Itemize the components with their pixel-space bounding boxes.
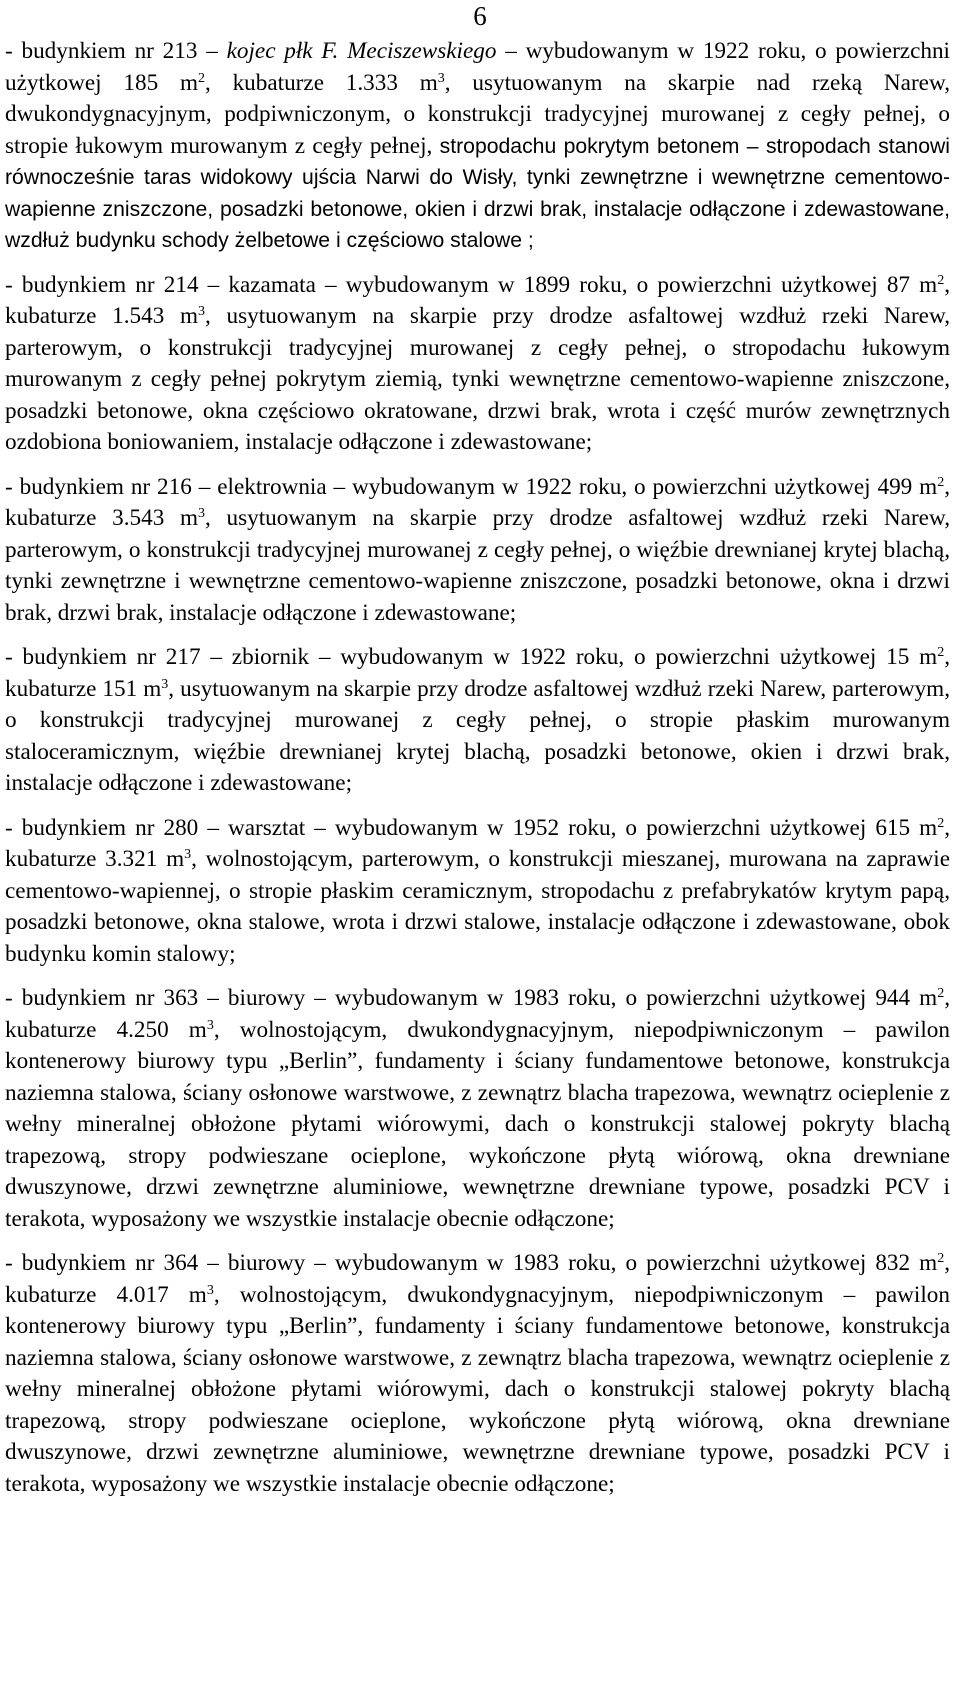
area-superscript: 2	[937, 645, 945, 660]
area-superscript: 2	[937, 986, 945, 1001]
entry-description: , usytuowanym na skarpie przy drodze asfaltowej wzdłuż rzeki Narew, parterowym, o konstrukcji tradycyjnej murowanej z cegły pełnej, o stropodachu łukowym murowanym z cegły pełnej pokrytym ziemią, tynki wewnętrzne cementowo-wapienne zniszczone, posadzki betonowe, okna częściowo okratowane, drzwi brak, wrota i część murów zewnętrznych ozdobiona boniowaniem, instalacje odłączone i zdewastowane;	[5, 303, 951, 455]
entry-volume: , kubaturze 1.543 m	[5, 271, 950, 329]
entry-description: , usytuowanym na skarpie przy drodze asfaltowej wzdłuż rzeki Narew, parterowym, o konstrukcji tradycyjnej murowanej z cegły pełnej, o stropie płaskim murowanym staloceramicznym, więźbie drewnianej krytej blachą, posadzki betonowe, okien i drzwi brak, instalacje odłączone i zdewastowane;	[5, 675, 951, 796]
entry-description: , wolnostojącym, dwukondygnacyjnym, niepodpiwniczonym – pawilon kontenerowy biurowy typu „Berlin”, fundamenty i ściany fundamentowe betonowe, konstrukcja naziemna stalowa, ściany osłonowe warstwowe, z zewnątrz blacha trapezowa, wewnątrz ocieplenie z wełny mineralnej obłożone płytami wiórowymi, dach o konstrukcji stalowej pokryty blachą trapezową, stropy podwieszane ocieplone, wykończone płytą wiórową, okna drewniane dwuszynowe, drzwi zewnętrzne aluminiowe, wewnętrzne drewniane typowe, posadzki PCV i terakota, wyposażony we wszystkie instalacje obecnie odłączone;	[5, 1016, 950, 1232]
entry-volume: , kubaturze 4.017 m	[5, 1250, 950, 1308]
entry-description: , usytuowanym na skarpie nad rzeką Narew, dwukondygnacyjnym, podpiwniczonym, o konstrukcji tradycyjnej murowanej z cegły pełnej, o stropie łukowym murowanym z cegły pełnej,	[5, 69, 951, 159]
entry-building-280	[5, 813, 950, 971]
entry-description: , wolnostojącym, dwukondygnacyjnym, niepodpiwniczonym – pawilon kontenerowy biurowy typu „Berlin”, fundamenty i ściany fundamentowe betonowe, konstrukcja naziemna stalowa, ściany osłonowe warstwowe, z zewnątrz blacha trapezowa, wewnątrz ocieplenie z wełny mineralnej obłożone płytami wiórowymi, dach o konstrukcji stalowej pokryty blachą trapezową, stropy podwieszane ocieplone, wykończone płytą wiórową, okna drewniane dwuszynowe, drzwi zewnętrzne aluminiowe, wewnętrzne drewniane typowe, posadzki PCV i terakota, wyposażony we wszystkie instalacje obecnie odłączone;	[5, 1281, 950, 1497]
entry-lead: - budynkiem nr 216 – elektrownia – wybudowanym w 1922 roku, o powierzchni użytkowej 499 m	[5, 473, 938, 500]
entry-lead: - budynkiem nr 363 – biurowy – wybudowanym w 1983 roku, o powierzchni użytkowej 944 m	[5, 985, 938, 1011]
volume-superscript: 3	[206, 1282, 214, 1298]
entry-building-214	[5, 270, 950, 459]
entry-volume: , kubaturze 151 m	[5, 644, 950, 702]
area-superscript: 2	[937, 474, 945, 490]
page-number: 6	[473, 1, 487, 31]
entry-building-name: kojec płk F. Meciszewskiego	[226, 38, 497, 64]
entry-description-sans: stropodachu pokrytym betonem – stropodach stanowi równocześnie taras widokowy ujścia Narwi do Wisły, tynki zewnętrzne i wewnętrzne cementowo-wapienne zniszczone, posadzki betonowe, okien i drzwi brak, instalacje odłączone i zdewastowane, wzdłuż budynku schody żelbetowe i częściowo stalowe ;	[5, 134, 950, 252]
entry-lead: - budynkiem nr 213 –	[5, 38, 227, 64]
entry-building-213	[5, 36, 950, 257]
entry-volume: , kubaturze 1.333 m	[204, 69, 438, 96]
area-superscript: 2	[937, 272, 945, 288]
volume-superscript: 3	[198, 304, 206, 319]
volume-superscript: 3	[161, 676, 169, 692]
volume-superscript: 3	[184, 847, 192, 862]
entry-volume: , kubaturze 4.250 m	[5, 985, 950, 1043]
entry-description: , usytuowanym na skarpie przy drodze asfaltowej wzdłuż rzeki Narew, parterowym, o konstrukcji tradycyjnej murowanej z cegły pełnej, o więźbie drewnianej krytej blachą, tynki zewnętrzne i wewnętrzne cementowo-wapienne zniszczone, posadzki betonowe, okna i drzwi brak, drzwi brak, instalacje odłączone i zdewastowane;	[5, 505, 951, 626]
entry-building-364	[5, 1248, 950, 1500]
entry-lead: - budynkiem nr 214 – kazamata – wybudowanym w 1899 roku, o powierzchni użytkowej 87 m	[5, 271, 938, 298]
volume-superscript: 3	[437, 70, 445, 86]
entry-lead: - budynkiem nr 364 – biurowy – wybudowanym w 1983 roku, o powierzchni użytkowej 832 m	[5, 1250, 938, 1276]
entry-building-217	[5, 642, 950, 800]
entry-lead: - budynkiem nr 280 – warsztat – wybudowanym w 1952 roku, o powierzchni użytkowej 615 m	[5, 814, 938, 841]
entry-area: – wybudowanym w 1922 roku, o powierzchni użytkowej 185 m	[5, 38, 951, 96]
area-superscript: 2	[937, 815, 945, 831]
entry-volume: , kubaturze 3.321 m	[5, 814, 950, 872]
area-superscript: 2	[937, 1251, 945, 1266]
entry-building-216	[5, 472, 950, 630]
entry-lead: - budynkiem nr 217 – zbiornik – wybudowanym w 1922 roku, o powierzchni użytkowej 15 m	[5, 644, 938, 670]
entry-building-363	[5, 983, 950, 1235]
volume-superscript: 3	[206, 1017, 214, 1033]
document-body	[5, 36, 950, 1500]
volume-superscript: 3	[198, 506, 206, 521]
area-superscript: 2	[197, 70, 205, 86]
entry-description: , wolnostojącym, parterowym, o konstrukcji mieszanej, murowana na zaprawie cementowo-wapiennej, o stropie płaskim ceramicznym, stropodachu z prefabrykatów krytym papą, posadzki betonowe, okna stalowe, wrota i drzwi stalowe, instalacje odłączone i zdewastowane, obok budynku komin stalowy;	[5, 846, 950, 967]
entry-volume: , kubaturze 3.543 m	[5, 473, 950, 531]
